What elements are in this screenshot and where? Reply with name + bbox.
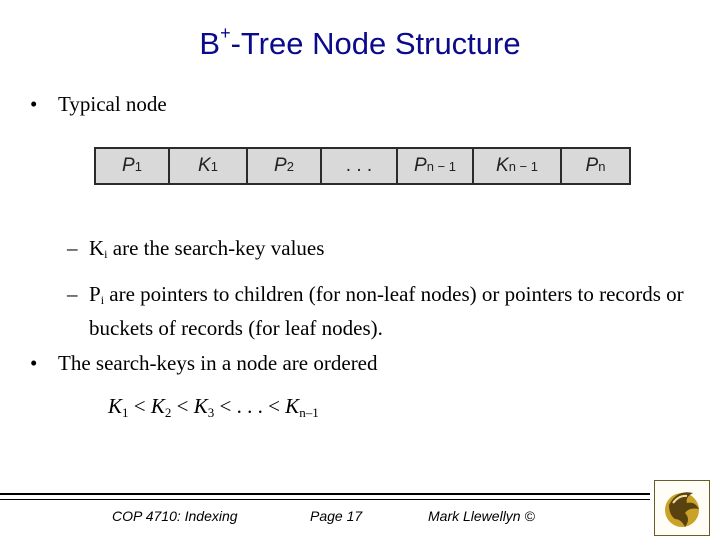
dash-icon: – [67,236,78,260]
node-cell: P 1 [96,149,170,183]
node-cell: P 2 [248,149,322,183]
footer-divider [0,493,650,495]
key-inequality: $K_1 < K_2 < K_3$ < . . . < $K_{n-1}$ [108,394,319,420]
bullet-typical-node: • Typical node [30,92,167,116]
ucf-pegasus-logo-icon [654,480,710,536]
bullet-ordered: • The search-keys in a node are ordered [30,351,378,375]
node-cell: P n [585,155,606,176]
footer-divider-thin [0,499,650,500]
bullet-dot-icon: • [30,351,38,375]
node-structure-table [94,147,631,185]
slide-title: B+-Tree Node Structure [199,23,521,61]
bullet-dot-icon: • [30,92,38,116]
footer-page: Page 17 [310,508,363,524]
node-cell: K 1 [170,149,248,183]
node-cell: P n − 1 [398,149,474,183]
footer-author: Mark Llewellyn © [428,508,535,524]
dash-icon: – [67,282,78,306]
node-cell: . . . [322,149,398,183]
node-cell: K n − 1 [474,149,562,183]
sub-bullet-keys: – $K_i$ are the search-key values [67,236,325,261]
footer-course: COP 4710: Indexing [112,508,238,524]
sub-bullet-pointers: – $P_i$ are pointers to children (for non-leaf nodes) or pointers to records or buckets of records (for leaf nodes). [67,282,684,340]
